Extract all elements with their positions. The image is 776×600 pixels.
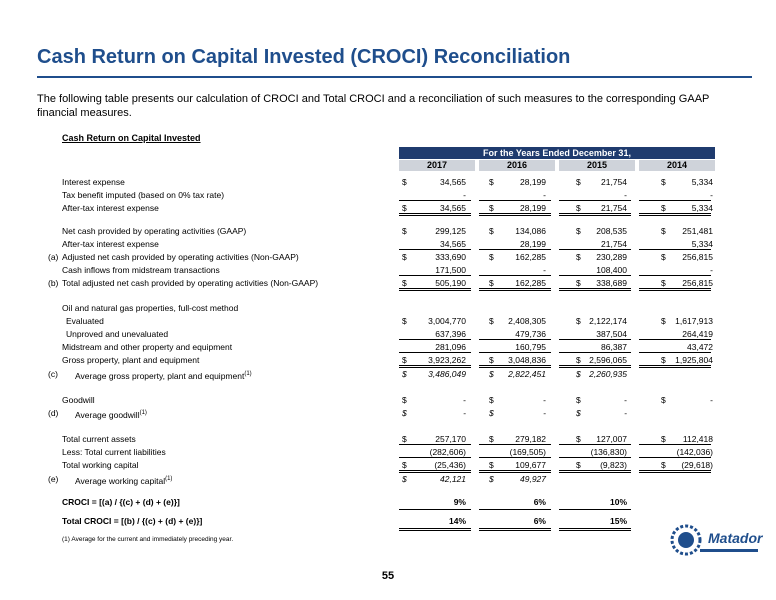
row-marker: (d) [48, 408, 59, 418]
cell-value-2015: - [624, 408, 627, 418]
table-row [0, 369, 776, 380]
cell-value-2017: 34,565 [440, 177, 466, 187]
underline [479, 288, 551, 289]
underline [559, 457, 631, 458]
row-label [75, 408, 147, 421]
table-row [0, 226, 776, 237]
page-title: Cash Return on Capital Invested (CROCI) Reconciliation [37, 46, 571, 68]
underline [639, 249, 711, 250]
table-row [0, 252, 776, 263]
underline [399, 367, 471, 368]
underline [559, 288, 631, 289]
underline [479, 290, 551, 291]
dollar-sign: $ [402, 355, 407, 365]
cell-value-2016: 2,822,451 [508, 369, 546, 379]
row-label-text: Total CROCI = [(b) / {(c) + (d) + (e)}] [62, 516, 203, 526]
cell-value-2017: 505,190 [435, 278, 466, 288]
underline [559, 528, 631, 529]
cell-value-2016: 3,048,836 [508, 355, 546, 365]
row-label [62, 460, 139, 471]
underline [559, 213, 631, 214]
cell-value-2015: 108,400 [596, 265, 627, 275]
cell-value-2015: 387,504 [596, 329, 627, 339]
cell-value-2015: 2,596,065 [589, 355, 627, 365]
cell-value-2017: 42,121 [440, 474, 466, 484]
cell-value-2016: 160,795 [515, 342, 546, 352]
dollar-sign: $ [576, 355, 581, 365]
underline [559, 290, 631, 291]
cell-value-2014: - [710, 190, 713, 200]
dollar-sign: $ [489, 177, 494, 187]
dollar-sign: $ [402, 177, 407, 187]
underline [639, 457, 711, 458]
dollar-sign: $ [576, 395, 581, 405]
underline [399, 213, 471, 214]
underline [479, 339, 551, 340]
underline [639, 290, 711, 291]
cell-value-2017: 171,500 [435, 265, 466, 275]
underline [479, 444, 551, 445]
dollar-sign: $ [576, 177, 581, 187]
table-row [0, 408, 776, 419]
underline [399, 275, 471, 276]
underline [559, 339, 631, 340]
row-label-text: Total adjusted net cash provided by operating activities (Non-GAAP) [62, 278, 319, 288]
row-label-text: Total current assets [62, 434, 136, 444]
table-row [0, 177, 776, 188]
cell-value-2017: - [463, 408, 466, 418]
dollar-sign: $ [661, 177, 666, 187]
dollar-sign: $ [489, 460, 494, 470]
row-label-text: Interest expense [62, 177, 125, 187]
table-header-band: For the Years Ended December 31, [399, 147, 715, 159]
row-label-text: Gross property, plant and equipment [62, 355, 200, 365]
cell-value-2015: 21,754 [601, 239, 627, 249]
dollar-sign: $ [402, 434, 407, 444]
cell-value-2017: 3,486,049 [428, 369, 466, 379]
dollar-sign: $ [402, 474, 407, 484]
row-marker: (a) [48, 252, 59, 262]
dollar-sign: $ [661, 395, 666, 405]
cell-value-2015: - [624, 395, 627, 405]
row-label [62, 516, 202, 527]
dollar-sign: $ [489, 252, 494, 262]
row-label [62, 190, 224, 201]
cell-value-2016: - [543, 395, 546, 405]
row-label [75, 474, 172, 487]
cell-value-2015: - [624, 190, 627, 200]
cell-value-2016: 479,736 [515, 329, 546, 339]
cell-value-2015: 230,289 [596, 252, 627, 262]
footnote-ref: (1) [244, 371, 252, 377]
underline [559, 365, 631, 366]
cell-value-2017: 3,923,262 [428, 355, 466, 365]
cell-value-2015: 86,387 [601, 342, 627, 352]
underline [639, 472, 711, 473]
cell-value-2015: 21,754 [601, 203, 627, 213]
dollar-sign: $ [402, 408, 407, 418]
row-label [62, 434, 136, 445]
cell-value-2015: 2,122,174 [589, 316, 627, 326]
dollar-sign: $ [576, 252, 581, 262]
underline [479, 249, 551, 250]
cell-value-2016: - [543, 265, 546, 275]
underline [399, 528, 471, 529]
title-rule [37, 76, 752, 78]
cell-value-2017: 34,565 [440, 239, 466, 249]
cell-value-2017: 14% [448, 516, 466, 526]
underline [399, 472, 471, 473]
underline [399, 290, 471, 291]
underline [479, 367, 551, 368]
intro-text: The following table presents our calculation of CROCI and Total CROCI and a reconciliation of such measures to the corresponding GAAP financial measures. [37, 93, 710, 119]
cell-value-2016: 279,182 [515, 434, 546, 444]
table-row [0, 316, 776, 327]
row-label-text: Adjusted net cash provided by operating activities (Non-GAAP) [62, 252, 299, 262]
underline [399, 249, 471, 250]
row-label-text: Net cash provided by operating activities (GAAP) [62, 226, 247, 236]
underline [639, 288, 711, 289]
cell-value-2014: 1,925,804 [675, 355, 713, 365]
year-header-2016: 2016 [479, 160, 555, 171]
year-header-2014: 2014 [639, 160, 715, 171]
cell-value-2016: 109,677 [515, 460, 546, 470]
row-label-text: Tax benefit imputed (based on 0% tax rate) [62, 190, 225, 200]
cell-value-2014: 251,481 [682, 226, 713, 236]
row-label [62, 203, 159, 214]
cell-value-2017: 333,690 [435, 252, 466, 262]
dollar-sign: $ [489, 369, 494, 379]
row-label-text: After-tax interest expense [62, 239, 159, 249]
cell-value-2017: (282,606) [429, 447, 466, 457]
row-label [62, 265, 220, 276]
underline [639, 213, 711, 214]
cell-value-2016: 134,086 [515, 226, 546, 236]
cell-value-2016: 162,285 [515, 252, 546, 262]
cell-value-2017: - [463, 190, 466, 200]
cell-value-2017: 281,096 [435, 342, 466, 352]
cell-value-2015: 2,260,935 [589, 369, 627, 379]
dollar-sign: $ [402, 369, 407, 379]
cell-value-2017: - [463, 395, 466, 405]
cell-value-2014: 112,418 [682, 434, 713, 444]
dollar-sign: $ [661, 316, 666, 326]
underline [559, 275, 631, 276]
dollar-sign: $ [402, 395, 407, 405]
row-label [62, 342, 232, 353]
cell-value-2015: (136,830) [590, 447, 627, 457]
row-label [75, 369, 252, 382]
section-title: Cash Return on Capital Invested [62, 133, 201, 143]
underline [639, 339, 711, 340]
row-label [62, 497, 180, 508]
cell-value-2014: (29,618) [681, 460, 713, 470]
dollar-sign: $ [489, 355, 494, 365]
underline [479, 352, 551, 353]
cell-value-2014: - [710, 395, 713, 405]
row-label-text: Average goodwill [75, 409, 140, 420]
underline [399, 200, 471, 201]
cell-value-2017: 34,565 [440, 203, 466, 213]
dollar-sign: $ [402, 252, 407, 262]
cell-value-2017: 9% [453, 497, 466, 507]
underline [559, 470, 631, 471]
row-label [62, 447, 166, 458]
underline [399, 457, 471, 458]
dollar-sign: $ [661, 203, 666, 213]
cell-value-2015: (9,823) [600, 460, 627, 470]
year-header-2015: 2015 [559, 160, 635, 171]
dollar-sign: $ [489, 395, 494, 405]
logo-text: Matador [708, 530, 763, 546]
cell-value-2016: (169,505) [509, 447, 546, 457]
row-label-text: After-tax interest expense [62, 203, 159, 213]
underline [479, 470, 551, 471]
dollar-sign: $ [402, 226, 407, 236]
row-label-text: Less: Total current liabilities [62, 447, 166, 457]
cell-value-2014: - [710, 265, 713, 275]
underline [479, 530, 551, 531]
underline [479, 528, 551, 529]
underline [399, 530, 471, 531]
row-label [62, 395, 95, 406]
dollar-sign: $ [576, 316, 581, 326]
row-label-text: Goodwill [62, 395, 95, 405]
dollar-sign: $ [576, 369, 581, 379]
row-marker: (e) [48, 474, 59, 484]
cell-value-2016: - [543, 408, 546, 418]
dollar-sign: $ [402, 316, 407, 326]
cell-value-2015: 15% [609, 516, 627, 526]
cell-value-2016: 28,199 [520, 239, 546, 249]
row-label [62, 226, 246, 237]
underline [639, 352, 711, 353]
dollar-sign: $ [489, 316, 494, 326]
cell-value-2017: 637,396 [435, 329, 466, 339]
footnote: (1) Average for the current and immediately preceding year. [62, 536, 234, 543]
underline [639, 444, 711, 445]
cell-value-2017: 299,125 [435, 226, 466, 236]
cell-value-2016: 49,927 [520, 474, 546, 484]
dollar-sign: $ [489, 408, 494, 418]
dollar-sign: $ [576, 408, 581, 418]
row-marker: (b) [48, 278, 59, 288]
dollar-sign: $ [661, 278, 666, 288]
table-row [0, 395, 776, 406]
cell-value-2014: 5,334 [691, 177, 713, 187]
cell-value-2014: 43,472 [687, 342, 713, 352]
row-label-text: Oil and natural gas properties, full-cost method [62, 303, 239, 313]
cell-value-2015: 127,007 [596, 434, 627, 444]
underline [399, 444, 471, 445]
underline [399, 288, 471, 289]
row-label [62, 239, 159, 250]
cell-value-2017: (25,436) [434, 460, 466, 470]
cell-value-2015: 21,754 [601, 177, 627, 187]
dollar-sign: $ [576, 278, 581, 288]
table-row [0, 497, 776, 508]
underline [639, 200, 711, 201]
dollar-sign: $ [661, 460, 666, 470]
row-label-text: CROCI = [(a) / {(c) + (d) + (e)}] [62, 497, 180, 507]
dollar-sign: $ [661, 355, 666, 365]
row-marker: (c) [48, 369, 58, 379]
underline [399, 470, 471, 471]
underline [479, 509, 551, 510]
row-label [62, 252, 299, 263]
dollar-sign: $ [576, 460, 581, 470]
dollar-sign: $ [402, 460, 407, 470]
underline [399, 339, 471, 340]
dollar-sign: $ [489, 434, 494, 444]
dollar-sign: $ [489, 474, 494, 484]
cell-value-2015: 208,535 [596, 226, 627, 236]
underline [639, 367, 711, 368]
underline [639, 275, 711, 276]
underline [559, 200, 631, 201]
cell-value-2016: 6% [533, 497, 546, 507]
cell-value-2014: 264,419 [682, 329, 713, 339]
underline [639, 215, 711, 216]
cell-value-2015: 338,689 [596, 278, 627, 288]
underline [559, 215, 631, 216]
underline [479, 200, 551, 201]
underline [559, 367, 631, 368]
dollar-sign: $ [661, 252, 666, 262]
cell-value-2016: 28,199 [520, 203, 546, 213]
row-label [66, 329, 168, 340]
row-label-text: Average working capital [75, 475, 166, 486]
underline [479, 472, 551, 473]
underline [479, 365, 551, 366]
row-label [62, 278, 318, 289]
dollar-sign: $ [489, 278, 494, 288]
underline [479, 457, 551, 458]
cell-value-2016: 2,408,305 [508, 316, 546, 326]
cell-value-2014: 5,334 [691, 203, 713, 213]
cell-value-2016: 6% [533, 516, 546, 526]
underline [559, 530, 631, 531]
row-label-text: Midstream and other property and equipment [62, 342, 233, 352]
underline [399, 365, 471, 366]
cell-value-2014: (142,036) [676, 447, 713, 457]
row-label-text: Total working capital [62, 460, 139, 470]
underline [399, 215, 471, 216]
underline [639, 470, 711, 471]
dollar-sign: $ [489, 203, 494, 213]
table-row [0, 303, 776, 314]
year-header-2017: 2017 [399, 160, 475, 171]
underline [479, 275, 551, 276]
row-label [62, 355, 199, 366]
dollar-sign: $ [576, 434, 581, 444]
underline [559, 444, 631, 445]
row-label-text: Evaluated [66, 316, 104, 326]
cell-value-2017: 257,170 [435, 434, 466, 444]
cell-value-2014: 256,815 [682, 278, 713, 288]
footnote-ref: (1) [139, 410, 147, 416]
underline [479, 215, 551, 216]
underline [559, 472, 631, 473]
row-label [62, 177, 125, 188]
cell-value-2014: 1,617,913 [675, 316, 713, 326]
cell-value-2017: 3,004,770 [428, 316, 466, 326]
underline [639, 365, 711, 366]
dollar-sign: $ [576, 203, 581, 213]
underline [479, 213, 551, 214]
cell-value-2014: 256,815 [682, 252, 713, 262]
underline [399, 509, 471, 510]
underline [559, 249, 631, 250]
underline [559, 509, 631, 510]
cell-value-2016: 162,285 [515, 278, 546, 288]
underline [399, 352, 471, 353]
row-label-text: Unproved and unevaluated [66, 329, 169, 339]
row-label [66, 316, 104, 327]
cell-value-2016: - [543, 190, 546, 200]
row-label [62, 303, 238, 314]
dollar-sign: $ [661, 226, 666, 236]
cell-value-2016: 28,199 [520, 177, 546, 187]
row-label-text: Average gross property, plant and equipment [75, 370, 245, 381]
dollar-sign: $ [576, 226, 581, 236]
cell-value-2014: 5,334 [691, 239, 713, 249]
row-label-text: Cash inflows from midstream transactions [62, 265, 220, 275]
dollar-sign: $ [402, 278, 407, 288]
underline [559, 352, 631, 353]
footnote-ref: (1) [165, 476, 173, 482]
dollar-sign: $ [661, 434, 666, 444]
table-row [0, 474, 776, 485]
dollar-sign: $ [489, 226, 494, 236]
page-number: 55 [381, 570, 395, 582]
cell-value-2015: 10% [609, 497, 627, 507]
dollar-sign: $ [402, 203, 407, 213]
